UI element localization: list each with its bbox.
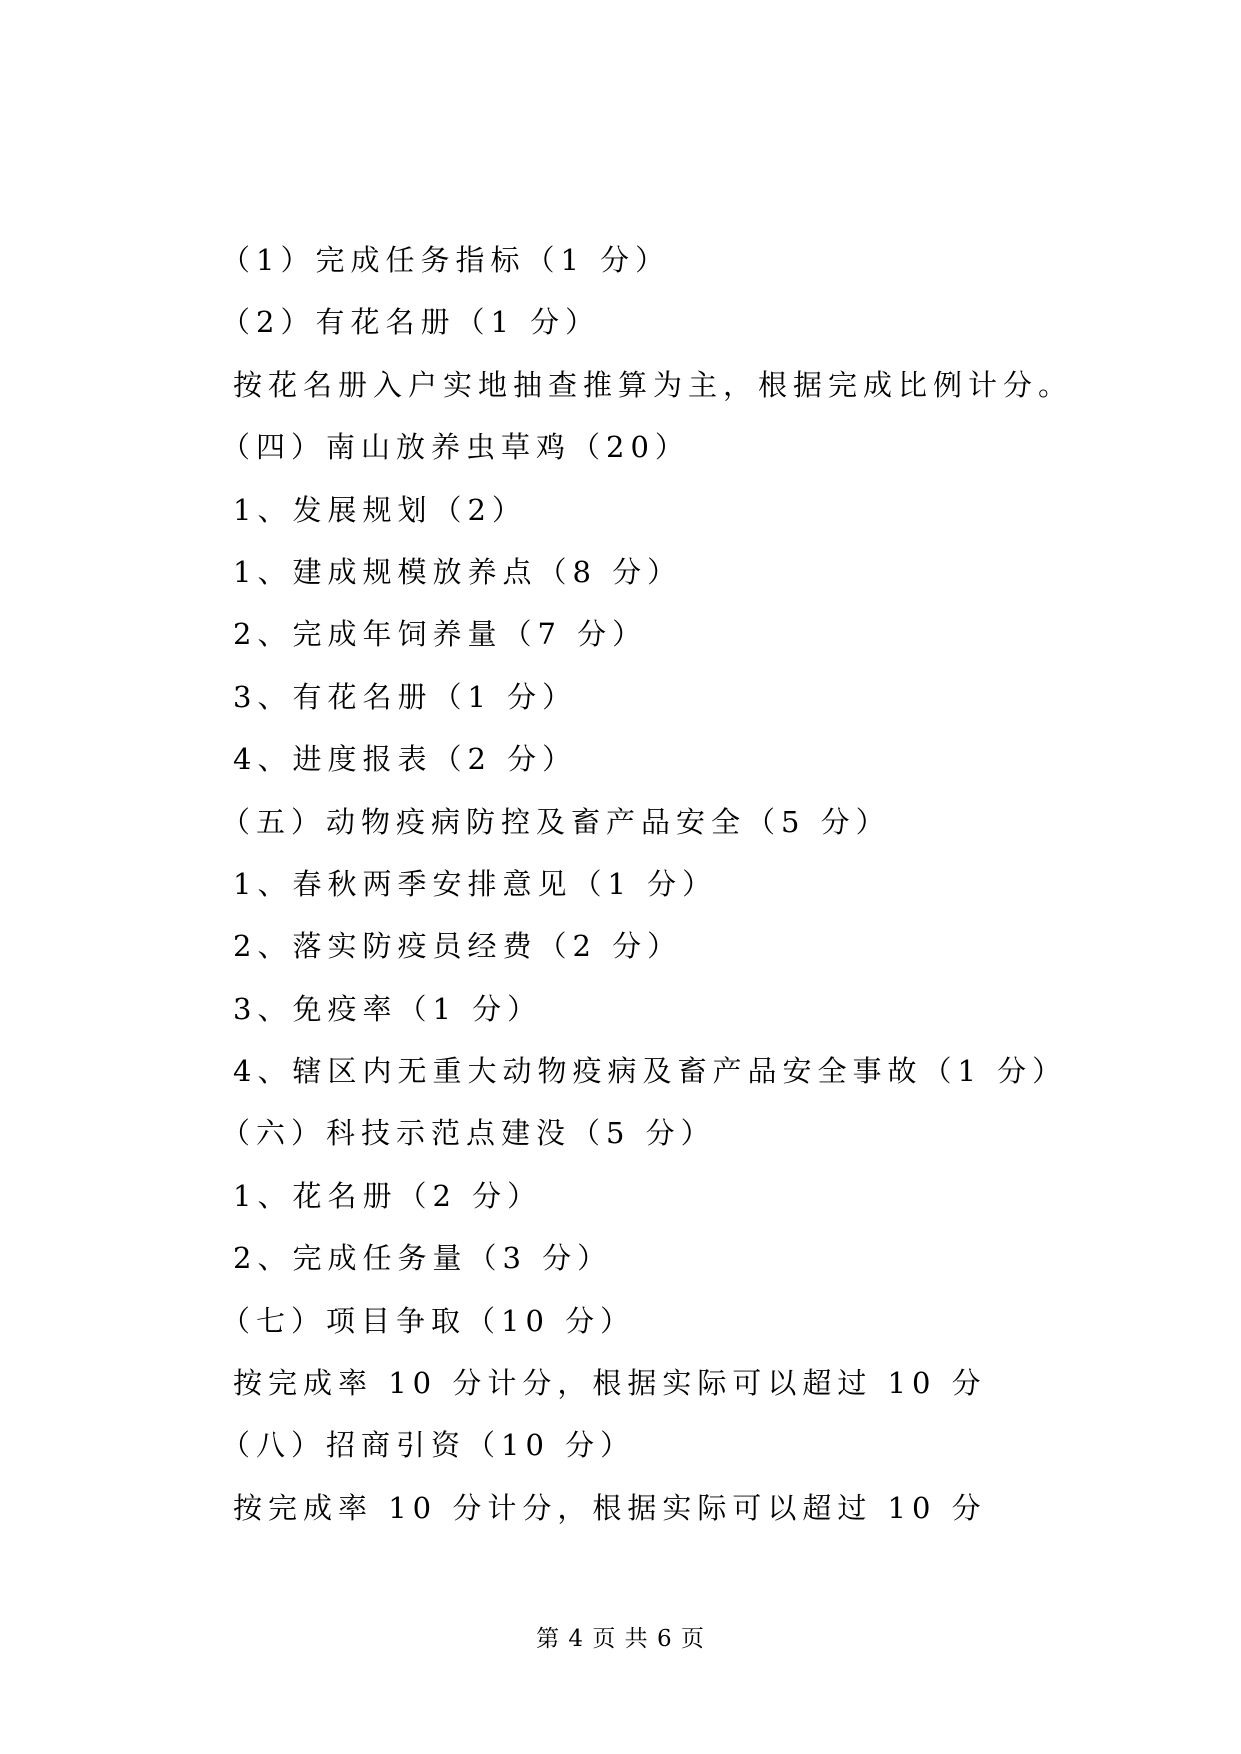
paragraph-8-note: 按完成率 10 分计分，根据实际可以超过 10 分 — [233, 1490, 987, 1525]
paragraph-7-note: 按完成率 10 分计分，根据实际可以超过 10 分 — [233, 1366, 987, 1401]
section-heading-8: （八）招商引资（10 分） — [221, 1428, 636, 1463]
list-item-5-2: 2、落实防疫员经费（2 分） — [233, 929, 683, 964]
list-item-4-2: 2、完成年饲养量（7 分） — [233, 617, 648, 652]
page-number-footer: 第 4 页 共 6 页 — [536, 1626, 705, 1652]
section-heading-6: （六）科技示范点建没（5 分） — [221, 1116, 716, 1151]
section-heading-5: （五）动物疫病防控及畜产品安全（5 分） — [221, 804, 891, 839]
list-item-1-2: （2）有花名册（1 分） — [221, 305, 601, 340]
section-heading-4: （四）南山放养虫草鸡（20） — [221, 430, 690, 465]
section-heading-7: （七）项目争取（10 分） — [221, 1303, 636, 1338]
list-item-5-4: 4、辖区内无重大动物疫病及畜产品安全事故（1 分） — [233, 1054, 1068, 1089]
list-item-5-3: 3、免疫率（1 分） — [233, 991, 543, 1026]
list-item-5-1: 1、春秋两季安排意见（1 分） — [233, 866, 718, 901]
list-item-6-2: 2、完成任务量（3 分） — [233, 1241, 613, 1276]
list-item-6-1: 1、花名册（2 分） — [233, 1178, 543, 1213]
list-item-4-1: 1、建成规模放养点（8 分） — [233, 554, 683, 589]
paragraph-scoring-note: 按花名册入户实地抽查推算为主，根据完成比例计分。 — [233, 367, 1074, 402]
list-item-1-1: （1）完成任务指标（1 分） — [221, 243, 671, 277]
list-item-4-3: 3、有花名册（1 分） — [233, 679, 578, 714]
list-item-4-4: 4、进度报表（2 分） — [233, 742, 578, 777]
document-body — [221, 229, 1074, 1539]
list-item-4-plan: 1、发展规划（2） — [233, 492, 527, 527]
